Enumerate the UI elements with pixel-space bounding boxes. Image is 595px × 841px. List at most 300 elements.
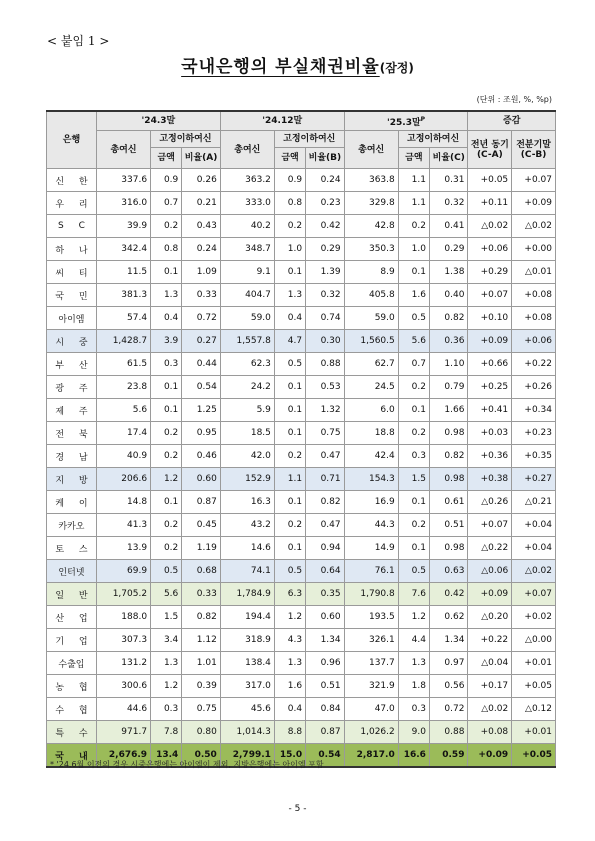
value-cell: 1.66 — [429, 399, 468, 422]
bank-name-cell: 농 협 — [47, 675, 97, 698]
bank-name-cell: 경 남 — [47, 445, 97, 468]
value-cell: 0.45 — [182, 514, 221, 537]
value-cell: +0.01 — [512, 721, 556, 744]
value-cell: +0.03 — [468, 422, 512, 445]
value-cell: +0.05 — [512, 675, 556, 698]
value-cell: 0.46 — [182, 445, 221, 468]
value-cell: 44.6 — [96, 698, 150, 721]
table-row — [47, 560, 556, 583]
value-cell: 16.9 — [344, 491, 398, 514]
value-cell: 8.8 — [274, 721, 305, 744]
value-cell: 5.6 — [96, 399, 150, 422]
value-cell: 0.75 — [182, 698, 221, 721]
bank-name-cell: 신 한 — [47, 169, 97, 192]
value-cell: 1.12 — [182, 629, 221, 652]
value-cell: 47.0 — [344, 698, 398, 721]
table-row — [47, 376, 556, 399]
value-cell: 194.4 — [220, 606, 274, 629]
table-row — [47, 468, 556, 491]
value-cell: 0.60 — [182, 468, 221, 491]
value-cell: +0.09 — [468, 330, 512, 353]
bank-name-cell: 케 이 — [47, 491, 97, 514]
value-cell: 0.54 — [306, 744, 345, 768]
value-cell: 1.25 — [182, 399, 221, 422]
value-cell: 1.0 — [274, 238, 305, 261]
value-cell: 0.2 — [274, 514, 305, 537]
value-cell: 76.1 — [344, 560, 398, 583]
title-main: 국내은행의 부실채권비율 — [181, 57, 380, 77]
value-cell: +0.05 — [512, 744, 556, 768]
table-row — [47, 261, 556, 284]
value-cell: 0.82 — [306, 491, 345, 514]
value-cell: +0.06 — [512, 330, 556, 353]
value-cell: 42.0 — [220, 445, 274, 468]
value-cell: 74.1 — [220, 560, 274, 583]
value-cell: 0.51 — [306, 675, 345, 698]
value-cell: +0.04 — [512, 514, 556, 537]
value-cell: 0.87 — [182, 491, 221, 514]
value-cell: 0.98 — [429, 537, 468, 560]
value-cell: 24.2 — [220, 376, 274, 399]
value-cell: +0.26 — [512, 376, 556, 399]
value-cell: △0.02 — [468, 698, 512, 721]
value-cell: 0.2 — [151, 215, 182, 238]
value-cell: 0.80 — [182, 721, 221, 744]
value-cell: 1.19 — [182, 537, 221, 560]
value-cell: 138.4 — [220, 652, 274, 675]
value-cell: 0.42 — [306, 215, 345, 238]
attachment-label: < 붙임 1 > — [47, 34, 110, 48]
value-cell: 0.47 — [306, 445, 345, 468]
value-cell: 0.5 — [398, 560, 429, 583]
value-cell: +0.66 — [468, 353, 512, 376]
value-cell: 0.3 — [151, 353, 182, 376]
value-cell: △0.21 — [512, 491, 556, 514]
value-cell: 1,705.2 — [96, 583, 150, 606]
value-cell: 405.8 — [344, 284, 398, 307]
header-change: 증감 — [468, 111, 556, 131]
value-cell: 1.1 — [274, 468, 305, 491]
value-cell: 4.4 — [398, 629, 429, 652]
value-cell: 0.29 — [429, 238, 468, 261]
value-cell: 44.3 — [344, 514, 398, 537]
bank-name-cell: 기 업 — [47, 629, 97, 652]
value-cell: 1.1 — [398, 192, 429, 215]
value-cell: 7.8 — [151, 721, 182, 744]
value-cell: 1.2 — [151, 675, 182, 698]
value-cell: 0.26 — [182, 169, 221, 192]
value-cell: 2,799.1 — [220, 744, 274, 768]
value-cell: 0.98 — [429, 422, 468, 445]
value-cell: 1,428.7 — [96, 330, 150, 353]
value-cell: 0.64 — [306, 560, 345, 583]
value-cell: 5.6 — [151, 583, 182, 606]
bank-name-cell: 하 나 — [47, 238, 97, 261]
value-cell: 59.0 — [220, 307, 274, 330]
bank-name-cell: 우 리 — [47, 192, 97, 215]
value-cell: 0.24 — [306, 169, 345, 192]
value-cell: 7.6 — [398, 583, 429, 606]
header-total-credit-3: 총여신 — [344, 131, 398, 169]
value-cell: +0.10 — [468, 307, 512, 330]
header-substandard-2: 고정이하여신 — [274, 131, 344, 148]
value-cell: 3.9 — [151, 330, 182, 353]
value-cell: 326.1 — [344, 629, 398, 652]
value-cell: 0.59 — [429, 744, 468, 768]
bank-name-cell: 산 업 — [47, 606, 97, 629]
value-cell: 0.40 — [429, 284, 468, 307]
value-cell: 0.56 — [429, 675, 468, 698]
bank-name-cell: 제 주 — [47, 399, 97, 422]
value-cell: 5.9 — [220, 399, 274, 422]
value-cell: 1,026.2 — [344, 721, 398, 744]
value-cell: +0.07 — [468, 284, 512, 307]
value-cell: 0.88 — [306, 353, 345, 376]
table-row — [47, 353, 556, 376]
value-cell: 0.61 — [429, 491, 468, 514]
value-cell: 0.1 — [398, 399, 429, 422]
value-cell: 0.98 — [429, 468, 468, 491]
value-cell: 0.1 — [151, 376, 182, 399]
value-cell: 6.3 — [274, 583, 305, 606]
value-cell: 59.0 — [344, 307, 398, 330]
value-cell: 0.63 — [429, 560, 468, 583]
table-row — [47, 514, 556, 537]
value-cell: 0.5 — [274, 353, 305, 376]
bank-name-cell: 아이엠 — [47, 307, 97, 330]
value-cell: +0.22 — [468, 629, 512, 652]
value-cell: 350.3 — [344, 238, 398, 261]
table-row — [47, 192, 556, 215]
value-cell: 0.31 — [429, 169, 468, 192]
value-cell: 1,014.3 — [220, 721, 274, 744]
value-cell: 1,784.9 — [220, 583, 274, 606]
value-cell: △0.20 — [468, 606, 512, 629]
value-cell: 0.4 — [151, 307, 182, 330]
value-cell: 1.3 — [398, 652, 429, 675]
value-cell: 0.1 — [398, 261, 429, 284]
value-cell: 0.24 — [182, 238, 221, 261]
value-cell: 0.54 — [182, 376, 221, 399]
value-cell: 0.71 — [306, 468, 345, 491]
value-cell: 1.10 — [429, 353, 468, 376]
value-cell: 0.1 — [398, 537, 429, 560]
value-cell: 39.9 — [96, 215, 150, 238]
value-cell: 1,557.8 — [220, 330, 274, 353]
value-cell: 0.2 — [151, 445, 182, 468]
value-cell: +0.22 — [512, 353, 556, 376]
header-amount-1: 금액 — [151, 148, 182, 169]
value-cell: 1.5 — [151, 606, 182, 629]
table-row — [47, 721, 556, 744]
value-cell: 363.2 — [220, 169, 274, 192]
value-cell: 0.30 — [306, 330, 345, 353]
value-cell: +0.04 — [512, 537, 556, 560]
value-cell: 8.9 — [344, 261, 398, 284]
bank-name-cell: 지 방 — [47, 468, 97, 491]
value-cell: +0.02 — [512, 606, 556, 629]
value-cell: 43.2 — [220, 514, 274, 537]
value-cell: 14.9 — [344, 537, 398, 560]
value-cell: 0.2 — [398, 376, 429, 399]
table-row — [47, 675, 556, 698]
value-cell: △0.00 — [512, 629, 556, 652]
value-cell: 0.27 — [182, 330, 221, 353]
table-row — [47, 215, 556, 238]
value-cell: +0.36 — [468, 445, 512, 468]
header-yoy: 전년 동기 (C-A) — [468, 131, 512, 169]
bank-name-cell: 씨 티 — [47, 261, 97, 284]
value-cell: 4.7 — [274, 330, 305, 353]
bank-name-cell: S C — [47, 215, 97, 238]
value-cell: 69.9 — [96, 560, 150, 583]
value-cell: △0.04 — [468, 652, 512, 675]
value-cell: 1.6 — [398, 284, 429, 307]
value-cell: +0.08 — [512, 307, 556, 330]
header-period-3-sup: P — [420, 115, 426, 123]
value-cell: +0.05 — [468, 169, 512, 192]
value-cell: 1.2 — [151, 468, 182, 491]
value-cell: 1.32 — [306, 399, 345, 422]
value-cell: 381.3 — [96, 284, 150, 307]
value-cell: 6.0 — [344, 399, 398, 422]
value-cell: 16.3 — [220, 491, 274, 514]
value-cell: 0.51 — [429, 514, 468, 537]
header-amount-2: 금액 — [274, 148, 305, 169]
value-cell: 1.3 — [274, 652, 305, 675]
value-cell: 9.0 — [398, 721, 429, 744]
value-cell: 0.50 — [182, 744, 221, 768]
value-cell: 14.6 — [220, 537, 274, 560]
value-cell: 2,817.0 — [344, 744, 398, 768]
value-cell: 61.5 — [96, 353, 150, 376]
table-row — [47, 445, 556, 468]
value-cell: 2,676.9 — [96, 744, 150, 768]
value-cell: 0.1 — [274, 537, 305, 560]
bank-name-cell: 특 수 — [47, 721, 97, 744]
header-total-credit-1: 총여신 — [96, 131, 150, 169]
unit-note: (단위 : 조원, %, %p) — [476, 95, 552, 104]
value-cell: 1.5 — [398, 468, 429, 491]
value-cell: 0.79 — [429, 376, 468, 399]
value-cell: 1.0 — [398, 238, 429, 261]
value-cell: 0.41 — [429, 215, 468, 238]
value-cell: 0.87 — [306, 721, 345, 744]
header-total-credit-2: 총여신 — [220, 131, 274, 169]
value-cell: 0.82 — [429, 307, 468, 330]
value-cell: 0.7 — [151, 192, 182, 215]
header-ratio-c: 비율(C) — [429, 148, 468, 169]
page-number: - 5 - — [288, 804, 307, 814]
value-cell: 40.2 — [220, 215, 274, 238]
bank-name-cell: 인터넷 — [47, 560, 97, 583]
value-cell: 0.88 — [429, 721, 468, 744]
value-cell: 137.7 — [344, 652, 398, 675]
footnote: * '24.6월 이전의 경우 시중은행에는 아이엠이 제외, 지방은행에는 아이엠 포함 — [50, 760, 324, 769]
value-cell: 18.5 — [220, 422, 274, 445]
header-period-1: '24.3말 — [96, 111, 220, 131]
value-cell: △0.12 — [512, 698, 556, 721]
value-cell: 0.1 — [274, 399, 305, 422]
value-cell: 17.4 — [96, 422, 150, 445]
value-cell: +0.01 — [512, 652, 556, 675]
value-cell: 13.4 — [151, 744, 182, 768]
value-cell: △0.02 — [512, 215, 556, 238]
value-cell: 0.82 — [429, 445, 468, 468]
value-cell: 0.5 — [151, 560, 182, 583]
table-row — [47, 238, 556, 261]
table-row — [47, 399, 556, 422]
value-cell: 0.2 — [151, 537, 182, 560]
npl-ratio-table — [46, 110, 556, 768]
value-cell: 1.09 — [182, 261, 221, 284]
value-cell: 1.34 — [429, 629, 468, 652]
value-cell: +0.11 — [468, 192, 512, 215]
value-cell: +0.06 — [468, 238, 512, 261]
bank-name-cell: 수 협 — [47, 698, 97, 721]
value-cell: 0.72 — [429, 698, 468, 721]
value-cell: 0.74 — [306, 307, 345, 330]
value-cell: 321.9 — [344, 675, 398, 698]
value-cell: 0.94 — [306, 537, 345, 560]
value-cell: 0.36 — [429, 330, 468, 353]
table-row — [47, 491, 556, 514]
value-cell: +0.07 — [468, 514, 512, 537]
value-cell: 193.5 — [344, 606, 398, 629]
header-amount-3: 금액 — [398, 148, 429, 169]
value-cell: 333.0 — [220, 192, 274, 215]
value-cell: 18.8 — [344, 422, 398, 445]
value-cell: 1.3 — [274, 284, 305, 307]
table-row — [47, 307, 556, 330]
table-row — [47, 330, 556, 353]
value-cell: △0.02 — [468, 215, 512, 238]
title-sub: (잠정) — [379, 61, 414, 75]
value-cell: 0.21 — [182, 192, 221, 215]
value-cell: △0.06 — [468, 560, 512, 583]
value-cell: 0.33 — [182, 284, 221, 307]
value-cell: 0.47 — [306, 514, 345, 537]
value-cell: 0.1 — [274, 422, 305, 445]
value-cell: 24.5 — [344, 376, 398, 399]
value-cell: 13.9 — [96, 537, 150, 560]
value-cell: 1,790.8 — [344, 583, 398, 606]
value-cell: +0.34 — [512, 399, 556, 422]
table-row — [47, 422, 556, 445]
value-cell: 0.68 — [182, 560, 221, 583]
value-cell: 188.0 — [96, 606, 150, 629]
value-cell: 1.38 — [429, 261, 468, 284]
value-cell: 0.60 — [306, 606, 345, 629]
value-cell: 0.84 — [306, 698, 345, 721]
value-cell: +0.23 — [512, 422, 556, 445]
value-cell: 1.1 — [398, 169, 429, 192]
value-cell: +0.38 — [468, 468, 512, 491]
value-cell: 0.5 — [398, 307, 429, 330]
value-cell: 0.3 — [151, 698, 182, 721]
value-cell: 348.7 — [220, 238, 274, 261]
value-cell: 300.6 — [96, 675, 150, 698]
value-cell: 0.1 — [274, 491, 305, 514]
bank-name-cell: 부 산 — [47, 353, 97, 376]
value-cell: 62.3 — [220, 353, 274, 376]
value-cell: 363.8 — [344, 169, 398, 192]
value-cell: 23.8 — [96, 376, 150, 399]
value-cell: 1.8 — [398, 675, 429, 698]
table-body — [47, 169, 556, 768]
value-cell: 9.1 — [220, 261, 274, 284]
header-substandard-3: 고정이하여신 — [398, 131, 468, 148]
value-cell: 0.95 — [182, 422, 221, 445]
value-cell: 0.2 — [274, 215, 305, 238]
header-period-3 — [344, 111, 468, 131]
value-cell: △0.02 — [512, 560, 556, 583]
value-cell: +0.35 — [512, 445, 556, 468]
table-row — [47, 537, 556, 560]
value-cell: 317.0 — [220, 675, 274, 698]
bank-name-cell: 시 중 — [47, 330, 97, 353]
value-cell: 0.32 — [429, 192, 468, 215]
value-cell: 0.2 — [398, 422, 429, 445]
table-row — [47, 284, 556, 307]
table-row — [47, 169, 556, 192]
value-cell: +0.09 — [468, 744, 512, 768]
value-cell: 307.3 — [96, 629, 150, 652]
value-cell: 1.34 — [306, 629, 345, 652]
value-cell: +0.08 — [512, 284, 556, 307]
value-cell: +0.00 — [512, 238, 556, 261]
table-row — [47, 583, 556, 606]
value-cell: 0.4 — [274, 698, 305, 721]
value-cell: 329.8 — [344, 192, 398, 215]
value-cell: 1.6 — [274, 675, 305, 698]
value-cell: 337.6 — [96, 169, 150, 192]
value-cell: 0.1 — [151, 399, 182, 422]
value-cell: 0.53 — [306, 376, 345, 399]
value-cell: 0.9 — [151, 169, 182, 192]
value-cell: +0.07 — [512, 583, 556, 606]
value-cell: 0.44 — [182, 353, 221, 376]
value-cell: 0.39 — [182, 675, 221, 698]
value-cell: 15.0 — [274, 744, 305, 768]
value-cell: 1.01 — [182, 652, 221, 675]
bank-name-cell: 일 반 — [47, 583, 97, 606]
value-cell: 0.4 — [274, 307, 305, 330]
value-cell: +0.09 — [468, 583, 512, 606]
value-cell: 0.3 — [398, 445, 429, 468]
value-cell: 42.8 — [344, 215, 398, 238]
value-cell: 0.1 — [398, 491, 429, 514]
bank-name-cell: 토 스 — [47, 537, 97, 560]
table-row — [47, 652, 556, 675]
value-cell: 40.9 — [96, 445, 150, 468]
bank-name-cell: 전 북 — [47, 422, 97, 445]
value-cell: △0.22 — [468, 537, 512, 560]
value-cell: 0.1 — [151, 491, 182, 514]
value-cell: 62.7 — [344, 353, 398, 376]
value-cell: 0.1 — [274, 376, 305, 399]
bank-name-cell: 광 주 — [47, 376, 97, 399]
value-cell: 154.3 — [344, 468, 398, 491]
value-cell: 3.4 — [151, 629, 182, 652]
value-cell: 0.35 — [306, 583, 345, 606]
value-cell: 14.8 — [96, 491, 150, 514]
value-cell: +0.27 — [512, 468, 556, 491]
header-ratio-a: 비율(A) — [182, 148, 221, 169]
value-cell: 11.5 — [96, 261, 150, 284]
value-cell: +0.17 — [468, 675, 512, 698]
value-cell: 0.5 — [274, 560, 305, 583]
